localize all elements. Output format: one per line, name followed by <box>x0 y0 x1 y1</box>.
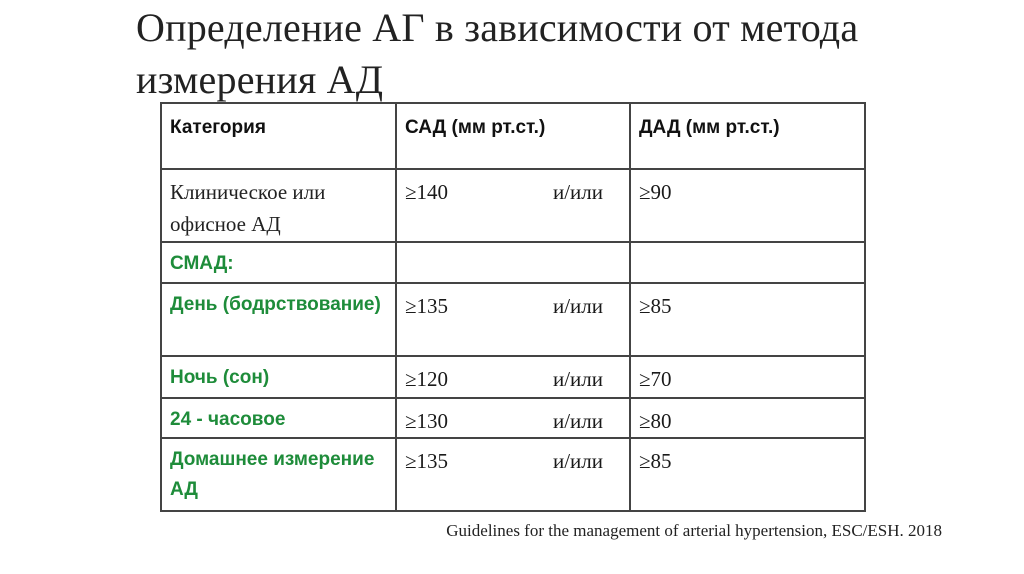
row-sad-value: ≥135 <box>405 294 449 318</box>
table-row <box>161 242 865 283</box>
row-conjunction: и/или <box>552 449 603 473</box>
row-sad-cell <box>396 438 630 511</box>
row-sad-cell <box>396 242 630 283</box>
row-conjunction: и/или <box>552 409 603 433</box>
row-sad-cell <box>396 283 630 356</box>
header-sad: САД (мм рт.ст.) <box>396 103 630 169</box>
row-category: Домашнее измерение АД <box>161 438 396 511</box>
source-citation: Guidelines for the management of arterial hypertension, ESC/ESH. 2018 <box>446 521 942 540</box>
row-sad-value: ≥140 <box>405 180 449 204</box>
header-dad: ДАД (мм рт.ст.) <box>630 103 865 169</box>
row-category: Ночь (сон) <box>161 356 396 398</box>
row-sad-cell <box>396 398 630 438</box>
table-row <box>161 283 865 356</box>
row-conjunction: и/или <box>552 180 603 204</box>
row-sad-cell <box>396 169 630 242</box>
table-row <box>161 356 865 398</box>
row-conjunction: и/или <box>552 367 603 391</box>
row-sad-cell <box>396 356 630 398</box>
table-row <box>161 398 865 438</box>
row-dad-value: ≥85 <box>630 438 865 511</box>
row-conjunction: и/или <box>552 294 603 318</box>
header-category: Категория <box>161 103 396 169</box>
row-category: 24 - часовое <box>161 398 396 438</box>
row-dad-value: ≥85 <box>630 283 865 356</box>
row-sad-value: ≥135 <box>405 449 449 473</box>
page-title: Определение АГ в зависимости от метода измерения АД <box>136 5 859 102</box>
row-category: День (бодрствование) <box>161 283 396 356</box>
row-category: СМАД: <box>161 242 396 283</box>
table-header-row <box>161 103 865 169</box>
row-dad-value: ≥90 <box>630 169 865 242</box>
row-sad-value: ≥130 <box>405 409 449 433</box>
row-dad-value <box>630 242 865 283</box>
row-dad-value: ≥70 <box>630 356 865 398</box>
row-sad-value: ≥120 <box>405 367 449 391</box>
row-category: Клиническое или офисное АД <box>161 169 396 242</box>
table-row <box>161 438 865 511</box>
row-dad-value: ≥80 <box>630 398 865 438</box>
table-row <box>161 169 865 242</box>
bp-criteria-table <box>160 102 866 512</box>
